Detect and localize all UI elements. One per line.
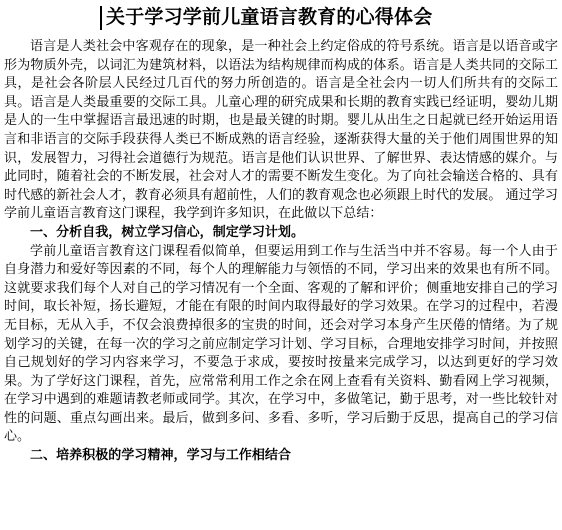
text-cursor xyxy=(100,6,102,30)
paragraph-intro: 语言是人类社会中客观存在的现象，是一种社会上约定俗成的符号系统。语言是以语音或字形为物质外壳，以词汇为建筑材料，以语法为结构规律而构成的体系。语言是人类共同的交际工具，是社会各阶层人民经过几百代的努力所创造的。语言是全社会内一切人们所共有的交际工具。语言是人类最重要的交际工具。儿童心理的研究成果和长期的教育实践已经证明，婴幼儿期是人的一生中掌握语言最迅速的时期，也是最关键的时期。婴儿从出生之日起就已经开始运用语言和非语言的交际手段获得人类已不断成熟的语言经验，逐渐获得大量的关于他们周围世界的知识，发展智力，习得社会道德行为规范。语言是他们认识世界、了解世界、表达情感的媒介。与此同时，随着社会的不断发展，社会对人才的需要不断发生变化。为了向社会输送合格的、具有时代感的新社会人才，教育必须具有超前性，人们的教育观念也必须跟上时代的发展。 通过学习学前儿童语言教育这门课程，我学到许多知识，在此做以下总结： xyxy=(4,39,558,222)
paragraph-section-1: 学前儿童语言教育这门课程看似简单，但要运用到工作与生活当中并不容易。每一个人由于自身潜力和爱好等因素的不同，每个人的理解能力与领悟的不同，学习出来的效果也有所不同。这就要求我们每个人对自己的学习情况有一个全面、客观的了解和评价；侧重地安排自己的学习时间，取长补短，扬长避短，才能在有限的时间内取得最好的学习效果。在学习的过程中，若漫无目标，无从入手，不仅会浪费掉很多的宝贵的时间，还会对学习本身产生厌倦的情绪。为了规划学习的关键，在每一次的学习之前应制定学习计划、学习目标，合理地安排学习时间，并按照自己规划好的学习内容来学习，不要急于求成，要按时按量来完成学习，以达到更好的学习效果。为了学好这门课程，首先，应常常利用工作之余在网上查看有关资料、勤看网上学习视频，在学习中遇到的难题请教老师或同学。其次，在学习中，多做笔记，勤于思考，对一些比较针对性的问题、重点勾画出来。最后，做到多问、多看、多听，学习后勤于反思，提高自己的学习信心。 xyxy=(4,243,558,445)
section-heading-1: 一、分析自我，树立学习信心，制定学习计划。 xyxy=(30,224,305,240)
section-heading-2: 二、培养积极的学习精神，学习与工作相结合 xyxy=(30,448,292,464)
document-title[interactable]: 关于学习学前儿童语言教育的心得体会 xyxy=(106,6,433,28)
title-row xyxy=(100,4,558,30)
document-body[interactable] xyxy=(4,38,558,466)
